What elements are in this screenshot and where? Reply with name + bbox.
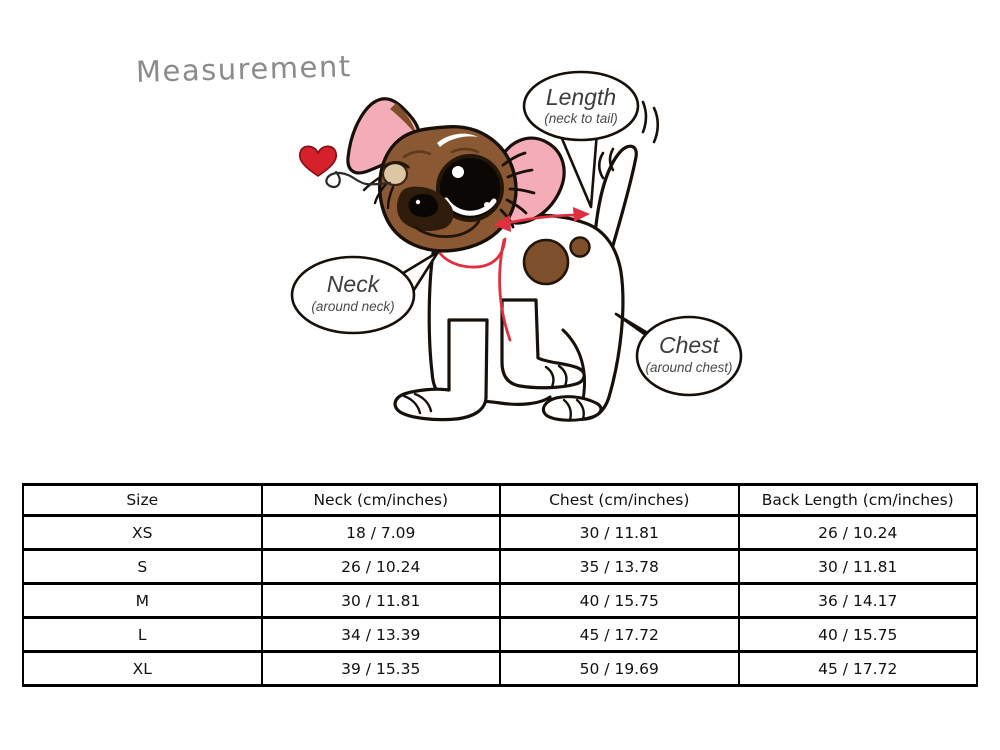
cell-neck: 39 / 15.35: [262, 652, 501, 686]
dog-nose-glint: [416, 200, 420, 204]
dog-nose: [409, 194, 439, 217]
table-row: [23, 652, 977, 686]
table-row: [23, 550, 977, 584]
cell-chest: 50 / 19.69: [500, 652, 739, 686]
neck-bubble-label: Neck: [326, 271, 380, 297]
col-header-neck: Neck (cm/inches): [262, 485, 501, 516]
cell-back-length: 30 / 11.81: [739, 550, 978, 584]
cell-neck: 18 / 7.09: [262, 516, 501, 550]
table-row: [23, 516, 977, 550]
cell-size: L: [23, 618, 262, 652]
cell-size: XS: [23, 516, 262, 550]
length-bubble-sublabel: (neck to tail): [544, 111, 618, 126]
dog-spot-small: [571, 238, 590, 257]
cell-size: S: [23, 550, 262, 584]
dog-rear-paw: [543, 397, 601, 421]
dog-eye-highlight-small: [484, 202, 490, 208]
size-chart-table: [22, 483, 978, 687]
chest-bubble-sublabel: (around chest): [645, 360, 733, 375]
heart-icon: [300, 146, 337, 176]
dog-illustration: [292, 72, 741, 420]
page-title: Measurement: [135, 49, 353, 89]
cell-size: M: [23, 584, 262, 618]
table-row: [23, 618, 977, 652]
cell-back-length: 40 / 15.75: [739, 618, 978, 652]
cell-chest: 30 / 11.81: [500, 516, 739, 550]
table-header-row: [23, 485, 977, 516]
cell-neck: 34 / 13.39: [262, 618, 501, 652]
cell-chest: 35 / 13.78: [500, 550, 739, 584]
cell-size: XL: [23, 652, 262, 686]
neck-bubble: [292, 252, 438, 333]
col-header-size: Size: [23, 485, 262, 516]
table-row: [23, 584, 977, 618]
cell-back-length: 36 / 14.17: [739, 584, 978, 618]
chest-bubble-label: Chest: [658, 332, 720, 358]
cell-back-length: 45 / 17.72: [739, 652, 978, 686]
col-header-chest: Chest (cm/inches): [500, 485, 739, 516]
chest-bubble: [616, 314, 741, 395]
cell-back-length: 26 / 10.24: [739, 516, 978, 550]
length-bubble-label: Length: [545, 84, 617, 110]
cell-chest: 45 / 17.72: [500, 618, 739, 652]
dog-eye-highlight: [452, 166, 464, 178]
cell-chest: 40 / 15.75: [500, 584, 739, 618]
cell-neck: 30 / 11.81: [262, 584, 501, 618]
back-length-arrowhead-right: [573, 207, 590, 222]
col-header-back-length: Back Length (cm/inches): [739, 485, 978, 516]
cell-neck: 26 / 10.24: [262, 550, 501, 584]
dog-spot-large: [524, 240, 568, 284]
neck-bubble-sublabel: (around neck): [311, 299, 395, 314]
